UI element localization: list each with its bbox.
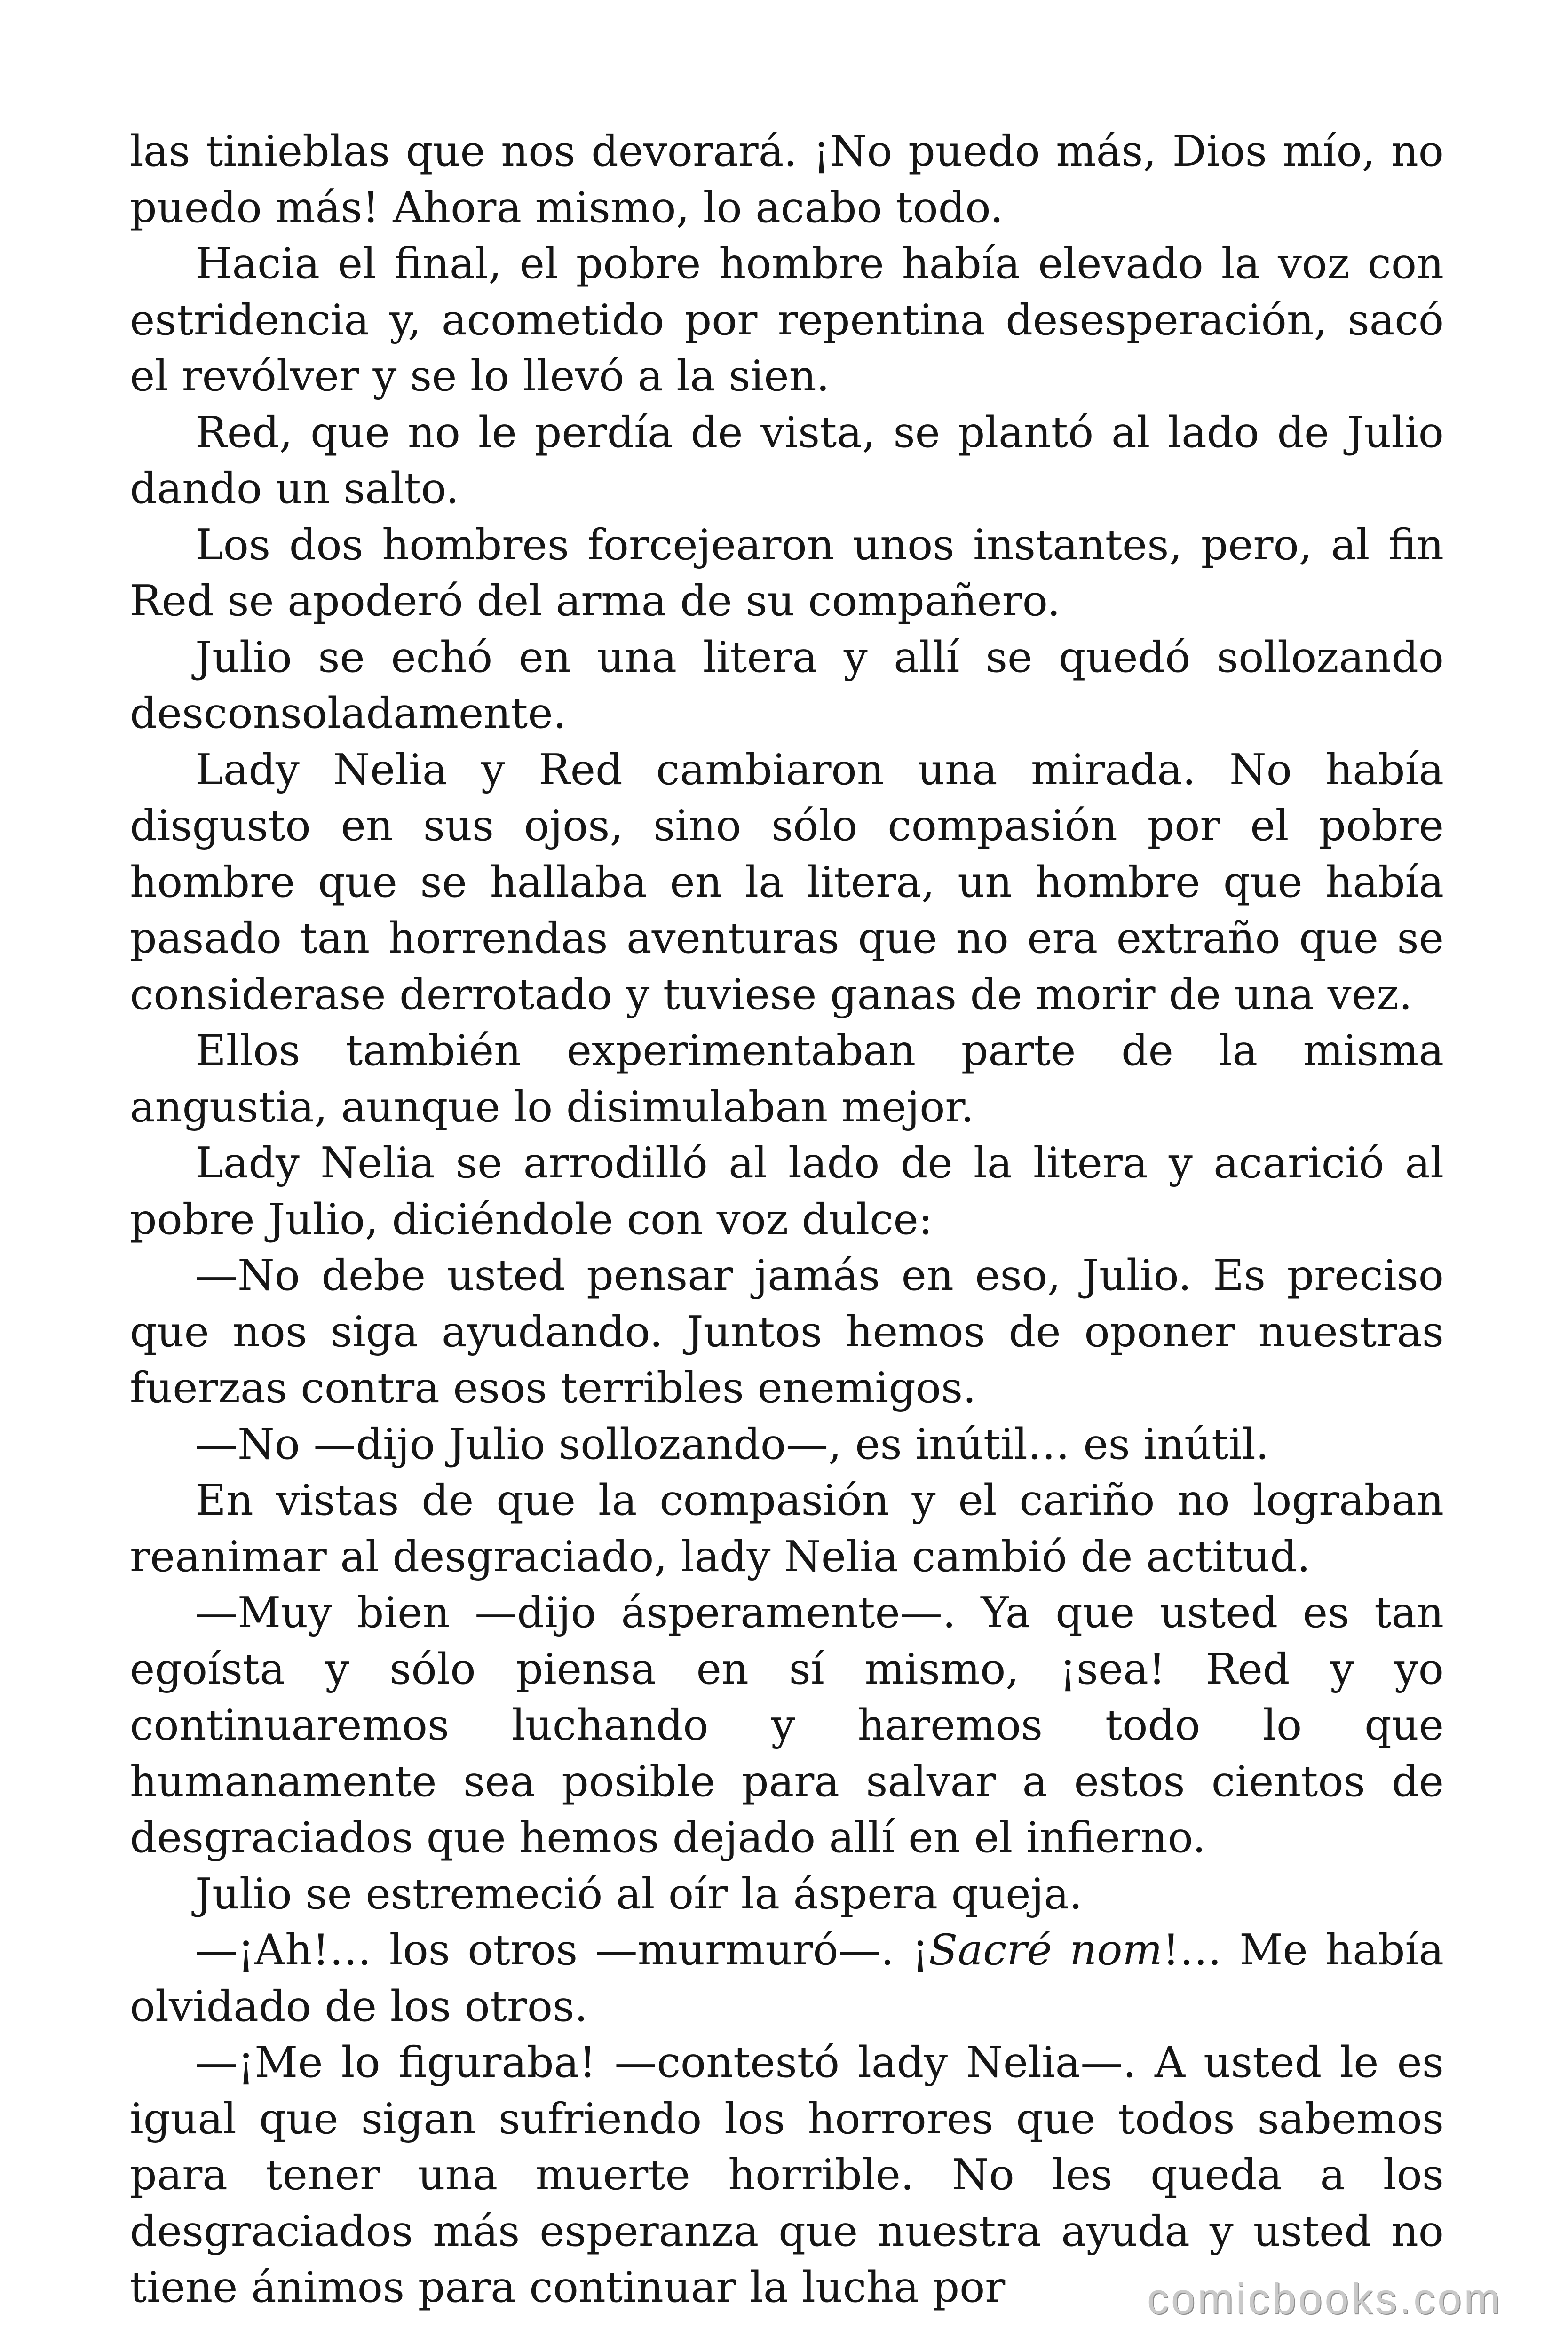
paragraph xyxy=(130,1135,1444,1248)
paragraph-text: Red, que no le perdía de vista, se plantó al lado de Julio dando un salto. xyxy=(130,407,1444,513)
paragraph xyxy=(130,1416,1444,1473)
paragraph-text: !… Me había olvidado de los otros. xyxy=(130,1925,1444,2031)
watermark: comicbooks.com xyxy=(1147,2275,1502,2323)
paragraph xyxy=(130,1922,1444,2034)
paragraph-text: —No —dijo Julio sollozando—, es inútil… es inútil. xyxy=(195,1419,1269,1469)
paragraph xyxy=(130,405,1444,517)
paragraph-text: las tinieblas que nos devorará. ¡No puedo más, Dios mío, no puedo más! Ahora mismo, lo acabo todo. xyxy=(130,127,1444,232)
paragraph-text: Julio se echó en una litera y allí se quedó sollozando desconsoladamente. xyxy=(130,632,1444,738)
paragraph xyxy=(130,742,1444,1023)
paragraph-text: Julio se estremeció al oír la áspera queja. xyxy=(195,1869,1083,1919)
paragraph-text: Ellos también experimentaban parte de la misma angustia, aunque lo disimulaban mejor. xyxy=(130,1026,1444,1132)
paragraph xyxy=(130,1866,1444,1923)
paragraph-text: —¡Me lo figuraba! —contestó lady Nelia—. A usted le es igual que sigan sufriendo los horrores que todos sabemos para tener una muerte horrible. No les queda a los desgraciados más esperanza que nuestra ayuda y usted no tiene ánimos para continuar la lucha por xyxy=(130,2038,1444,2312)
paragraph xyxy=(130,629,1444,742)
paragraph xyxy=(130,1585,1444,1866)
paragraph xyxy=(130,2034,1444,2316)
paragraph-text: —Muy bien —dijo ásperamente—. Ya que usted es tan egoísta y sólo piensa en sí mismo, ¡sea! Red y yo continuaremos luchando y haremos todo lo que humanamente sea posible para salvar a estos cientos de desgraciados que hemos dejado allí en el infierno. xyxy=(130,1588,1444,1862)
paragraph-text: Hacia el final, el pobre hombre había elevado la voz con estridencia y, acometido por repentina desesperación, sacó el revólver y se lo llevó a la sien. xyxy=(130,239,1444,401)
paragraph-text: —¡Ah!… los otros —murmuró—. ¡ xyxy=(195,1925,929,1975)
page-text xyxy=(130,123,1444,2316)
paragraph-text: Lady Nelia y Red cambiaron una mirada. No había disgusto en sus ojos, sino sólo compasión por el pobre hombre que se hallaba en la litera, un hombre que había pasado tan horrendas aventuras que no era extraño que se considerase derrotado y tuviese ganas de morir de una vez. xyxy=(130,745,1444,1019)
paragraph-text: Los dos hombres forcejearon unos instantes, pero, al fin Red se apoderó del arma de su compañero. xyxy=(130,520,1444,626)
paragraph xyxy=(130,123,1444,236)
paragraph-text: —No debe usted pensar jamás en eso, Julio. Es preciso que nos siga ayudando. Juntos hemos de oponer nuestras fuerzas contra esos terribles enemigos. xyxy=(130,1251,1444,1413)
paragraph xyxy=(130,1023,1444,1135)
paragraph-text: En vistas de que la compasión y el cariño no lograban reanimar al desgraciado, lady Nelia cambió de actitud. xyxy=(130,1476,1444,1581)
paragraph-text: Lady Nelia se arrodilló al lado de la litera y acarició al pobre Julio, diciéndole con voz dulce: xyxy=(130,1138,1444,1244)
italic-phrase: Sacré nom xyxy=(928,1925,1163,1975)
paragraph xyxy=(130,1248,1444,1416)
paragraph xyxy=(130,517,1444,629)
paragraph xyxy=(130,1472,1444,1585)
paragraph xyxy=(130,236,1444,405)
